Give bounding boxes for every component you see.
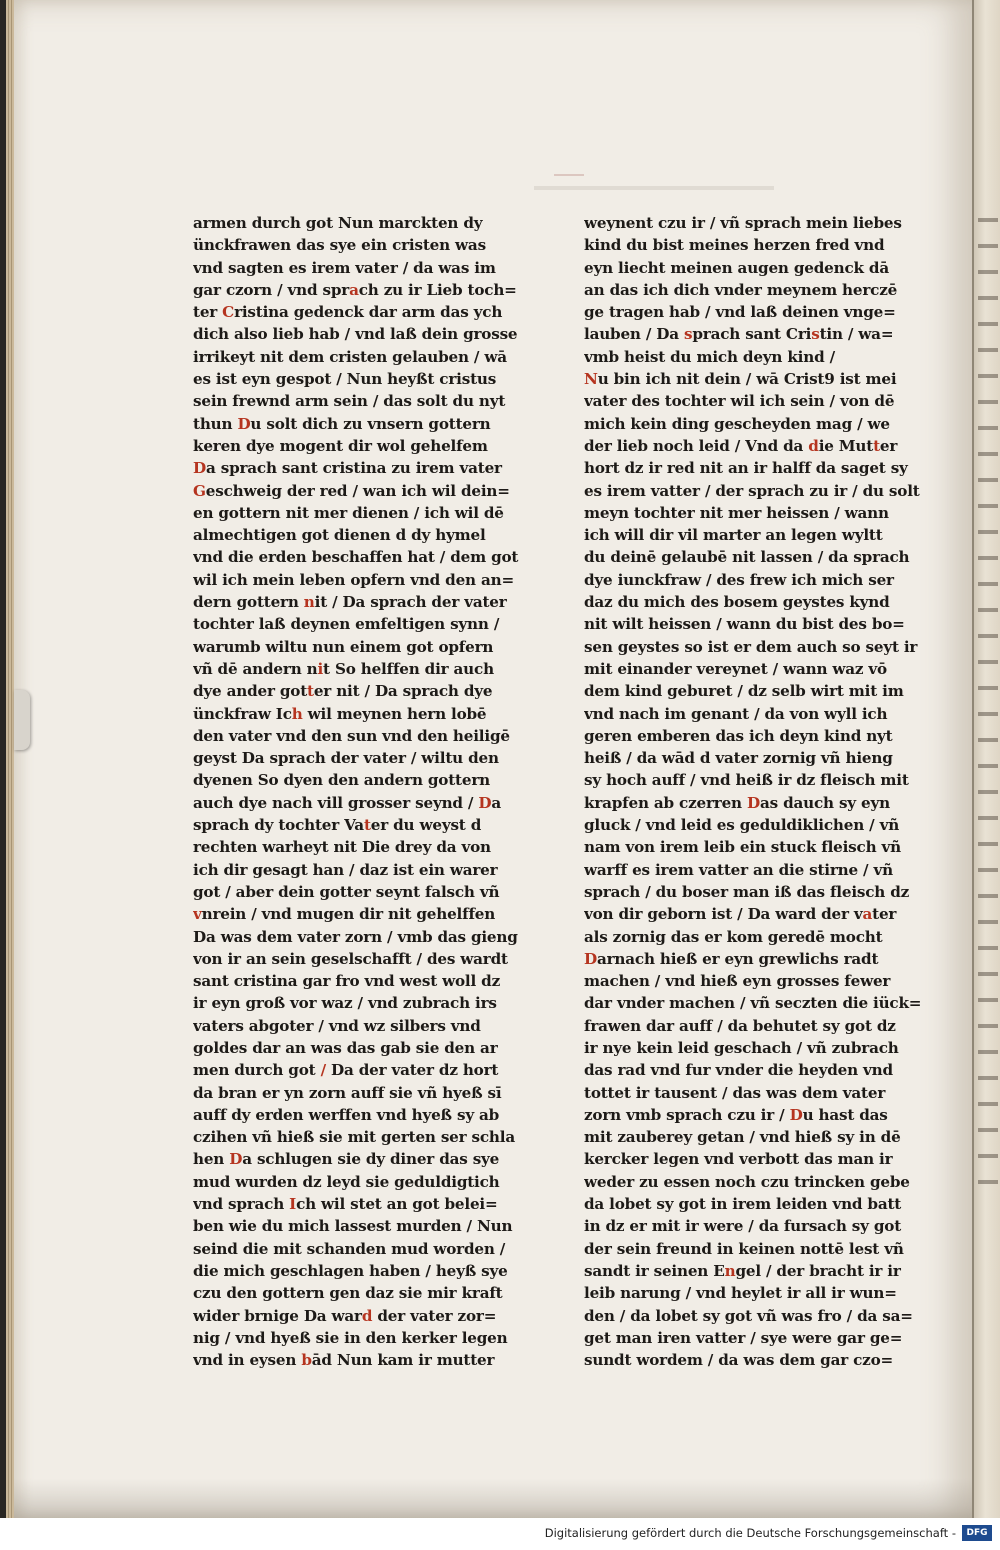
rubricated-initial: n [303, 593, 315, 612]
text-line: warumb wiltu nun einem got opfern [193, 637, 494, 656]
text-line: an das ich dich vnder meynem herczē [584, 280, 898, 299]
rubricated-initial: s [684, 325, 693, 344]
rubricated-initial: b [301, 1351, 312, 1370]
rubricated-initial [253, 771, 258, 789]
text-line: thun Du solt dich zu vnsern gottern [193, 414, 491, 433]
text-line: tottet ir tausent / das was dem vater [584, 1083, 886, 1102]
text-line: den / da lobet sy got vñ was fro / da sa= [584, 1306, 913, 1325]
text-line: ter Cristina gedenck dar arm das ych [193, 303, 503, 322]
text-line: vater des tochter wil ich sein / von dē [584, 392, 895, 411]
text-line: gar czorn / vnd sprach zu ir Lieb toch= [193, 280, 517, 299]
rubricated-initial: n [724, 1261, 736, 1280]
text-line: weder zu essen noch czu trincken gebe [584, 1172, 910, 1191]
rubricated-initial [357, 838, 362, 856]
text-line: es ist eyn gespot / Nun heyßt cristus [193, 370, 497, 389]
text-line: ben wie du mich lassest murden / Nun [193, 1217, 513, 1236]
rubricated-initial: D [193, 459, 206, 478]
text-line: sy hoch auff / vnd heiß ir dz fleisch mit [584, 771, 909, 790]
text-line: meyn tochter nit mer heissen / wann [584, 503, 889, 522]
rubricated-initial: t [307, 682, 314, 701]
text-line: auch dye nach vill grosser seynd / Da [193, 793, 502, 812]
rubricated-initial [271, 370, 276, 388]
text-line: weynent czu ir / vñ sprach mein liebes [584, 214, 902, 232]
text-line: den vater vnd den sun vnd den heiligē [193, 726, 510, 745]
text-line: irrikeyt nit dem cristen gelauben / wā [193, 347, 507, 366]
text-line: dern gottern nit / Da sprach der vater [193, 593, 507, 612]
text-line: machen / vnd hieß eyn grosses fewer [584, 972, 891, 991]
text-line: Da sprach sant cristina zu irem vater [193, 459, 502, 478]
rubricated-initial: / [320, 1061, 326, 1080]
text-line: von dir geborn ist / Da ward der vater [584, 905, 897, 924]
next-page-text-bleed [978, 200, 998, 1200]
text-line: gluck / vnd leid es geduldiklichen / vñ [584, 816, 900, 835]
rubricated-initial [751, 370, 756, 388]
text-line: der sein freund in keinen nottē lest vñ [584, 1239, 904, 1258]
text-line: eyn liecht meinen augen gedenck dā [584, 258, 889, 277]
rubricated-initial: a [349, 280, 359, 299]
text-line: auff dy erden werffen vnd hyeß sy ab [193, 1105, 500, 1124]
text-line: warff es irem vatter an die stirne / vñ [584, 860, 893, 879]
text-line: sundt wordem / da was dem gar czo= [584, 1351, 894, 1370]
text-line: czihen vñ hieß sie mit gerten ser schla [193, 1128, 515, 1147]
dfg-logo[interactable]: DFG [962, 1525, 992, 1541]
text-line: wil ich mein leben opfern vnd den an= [193, 570, 514, 589]
faded-folio-mark [554, 160, 584, 176]
text-line: geren emberen das ich deyn kind nyt [584, 726, 893, 745]
text-line: vnrein / vnd mugen dir nit gehelffen [193, 905, 496, 924]
text-line: frawen dar auff / da behutet sy got dz [584, 1016, 896, 1035]
text-line: vñ dē andern nit So helffen dir auch [193, 659, 494, 678]
text-line: en gottern nit mer dienen / ich wil dē [193, 503, 504, 522]
rubricated-initial: d [808, 436, 819, 455]
rubricated-initial: s [811, 325, 820, 344]
text-line: goldes dar an was das gab sie den ar [193, 1038, 498, 1057]
text-line: die mich geschlagen haben / heyß sye [193, 1261, 508, 1280]
text-line: zorn vmb sprach czu ir / Du hast das [584, 1105, 888, 1124]
rubricated-initial: D [229, 1150, 243, 1169]
text-line: Da was dem vater zorn / vmb das gieng [193, 927, 518, 946]
text-line: dem kind geburet / dz selb wirt mit im [584, 682, 904, 701]
rubricated-initial: C [222, 303, 235, 322]
text-line: ünckfrawen das sye ein cristen was [193, 236, 486, 255]
rubricated-initial: D [789, 1105, 803, 1124]
text-line: der lieb noch leid / Vnd da die Mutter [584, 436, 898, 455]
text-line: ich will dir vil marter an legen wyltt [584, 526, 883, 545]
text-line: ünckfraw Ich wil meynen hern lobē [193, 704, 487, 723]
text-line: von ir an sein geselschafft / des wardt [193, 949, 508, 968]
text-line: Darnach hieß er eyn grewlichs radt [584, 949, 879, 968]
text-line: es irem vatter / der sprach zu ir / du solt [584, 481, 920, 500]
rubricated-initial: I [289, 1195, 297, 1214]
text-line: keren dye mogent dir wol gehelfem [193, 436, 488, 455]
rubricated-initial [333, 214, 338, 232]
rubricated-initial [237, 749, 242, 767]
text-line: das rad vnd fur vnder die heyden vnd [584, 1061, 893, 1080]
next-page-edge [972, 0, 1000, 1518]
text-line: get man iren vatter / sye were gar ge= [584, 1328, 903, 1347]
text-line: dich also lieb hab / vnd laß dein grosse [193, 325, 518, 344]
text-line: mich kein ding gescheyden mag / we [584, 414, 890, 433]
rubricated-initial: N [584, 370, 598, 389]
text-line: Geschweig der red / wan ich wil dein= [193, 481, 510, 500]
text-line: dar vnder machen / vñ seczten die iück= [584, 994, 922, 1013]
text-line: seind die mit schanden mud worden / [193, 1239, 506, 1258]
text-line: da lobet sy got in irem leiden vnd batt [584, 1195, 902, 1214]
text-line: kercker legen vnd verbott das man ir [584, 1150, 893, 1169]
rubricated-initial: D [237, 414, 251, 433]
rubricated-initial: h [291, 704, 303, 723]
rubricated-initial: D [584, 949, 597, 968]
text-line: vnd nach im genant / da von wyll ich [584, 704, 888, 723]
text-line: du deinē gelaubē nit lassen / da sprach [584, 548, 910, 567]
text-line: rechten warheyt nit Die drey da von [193, 838, 491, 857]
text-line: vnd sagten es irem vater / da was im [193, 258, 496, 277]
text-line: sen geystes so ist er dem auch so seyt ir [584, 637, 918, 656]
text-line: kind du bist meines herzen fred vnd [584, 236, 885, 255]
text-line: men durch got / Da der vater dz hort [193, 1061, 499, 1080]
text-line: tochter laß deynen emfeltigen synn / [193, 615, 500, 634]
text-line: in dz er mit ir were / da fursach sy got [584, 1217, 902, 1236]
text-line: Nu bin ich nit dein / wā Crist9 ist mei [584, 370, 897, 389]
left-text-column [193, 212, 538, 1371]
text-line: vaters abgoter / vnd wz silbers vnd [193, 1016, 481, 1035]
text-line: czu den gottern gen daz sie mir kraft [193, 1284, 503, 1303]
text-line: ir eyn groß vor waz / vnd zubrach irs [193, 994, 497, 1013]
text-line: sandt ir seinen Engel / der bracht ir ir [584, 1261, 901, 1280]
text-line: vnd in eysen bād Nun kam ir mutter [193, 1351, 495, 1370]
text-line: dye ander gotter nit / Da sprach dye [193, 682, 493, 701]
text-line: mit einander vereynet / wann waz vō [584, 659, 887, 678]
text-line: dye iunckfraw / des frew ich mich ser [584, 570, 894, 589]
text-line: hort dz ir red nit an ir halff da saget sy [584, 459, 908, 478]
text-line: ir nye kein leid geschach / vñ zubrach [584, 1038, 899, 1057]
text-line: leib narung / vnd heylet ir all ir wun= [584, 1284, 897, 1303]
text-line: als zornig das er kom geredē mocht [584, 927, 883, 946]
text-line: nit wilt heissen / wann du bist des bo= [584, 615, 905, 634]
rubricated-initial: D [747, 793, 760, 812]
text-line: vnd sprach Ich wil stet an got belei= [193, 1195, 498, 1214]
rubricated-initial: v [193, 905, 202, 924]
text-line: mud wurden dz leyd sie geduldigtich [193, 1172, 500, 1191]
text-line: got / aber dein gotter seynt falsch vñ [193, 882, 500, 901]
funding-credit: Digitalisierung gefördert durch die Deutsche Forschungsgemeinschaft - [544, 1526, 956, 1540]
text-line: almechtigen got dienen d dy hymel [193, 526, 486, 545]
rubricated-initial: D [478, 793, 492, 812]
text-line: ge tragen hab / vnd laß deinen vnge= [584, 303, 896, 322]
text-line: heiß / da wād d vater zornig vñ hieng [584, 749, 893, 768]
text-line: sant cristina gar fro vnd west woll dz [193, 972, 500, 991]
footer-bar [0, 1518, 1000, 1550]
rubricated-initial: t [873, 436, 880, 455]
text-line: sprach / du boser man iß das fleisch dz [584, 882, 910, 901]
rubricated-initial: a [862, 905, 873, 924]
text-line: lauben / Da sprach sant Cristin / wa= [584, 325, 894, 344]
text-line: vnd die erden beschaffen hat / dem got [193, 548, 519, 567]
rubricated-initial: G [193, 481, 206, 500]
text-line: hen Da schlugen sie dy diner das sye [193, 1150, 500, 1169]
rubricated-initial: d [361, 1306, 373, 1325]
text-line: wider brnige Da ward der vater zor= [193, 1306, 497, 1325]
text-line: daz du mich des bosem geystes kynd [584, 593, 890, 612]
text-line: sprach dy tochter Vater du weyst d [193, 816, 482, 835]
page-clip [14, 690, 30, 750]
rubricated-initial: i [317, 659, 324, 678]
text-line: ich dir gesagt han / daz ist ein warer [193, 860, 498, 879]
text-line: krapfen ab czerren Das dauch sy eyn [584, 793, 890, 812]
rubricated-initial: t [363, 816, 371, 835]
show-through-line [534, 186, 774, 190]
text-line: nig / vnd hyeß sie in den kerker legen [193, 1328, 508, 1347]
text-line: geyst Da sprach der vater / wiltu den [193, 749, 499, 768]
text-line: armen durch got Nun marckten dy [193, 214, 483, 232]
text-line: nam von irem leib ein stuck fleisch vñ [584, 838, 901, 857]
text-line: vmb heist du mich deyn kind / [584, 347, 835, 366]
text-line: dyenen So dyen den andern gottern [193, 771, 490, 790]
text-line: mit zauberey getan / vnd hieß sy in dē [584, 1128, 901, 1147]
right-text-column [584, 212, 926, 1371]
text-line: da bran er yn zorn auff sie vñ hyeß sī [193, 1083, 502, 1102]
text-line: sein frewnd arm sein / das solt du nyt [193, 392, 506, 411]
